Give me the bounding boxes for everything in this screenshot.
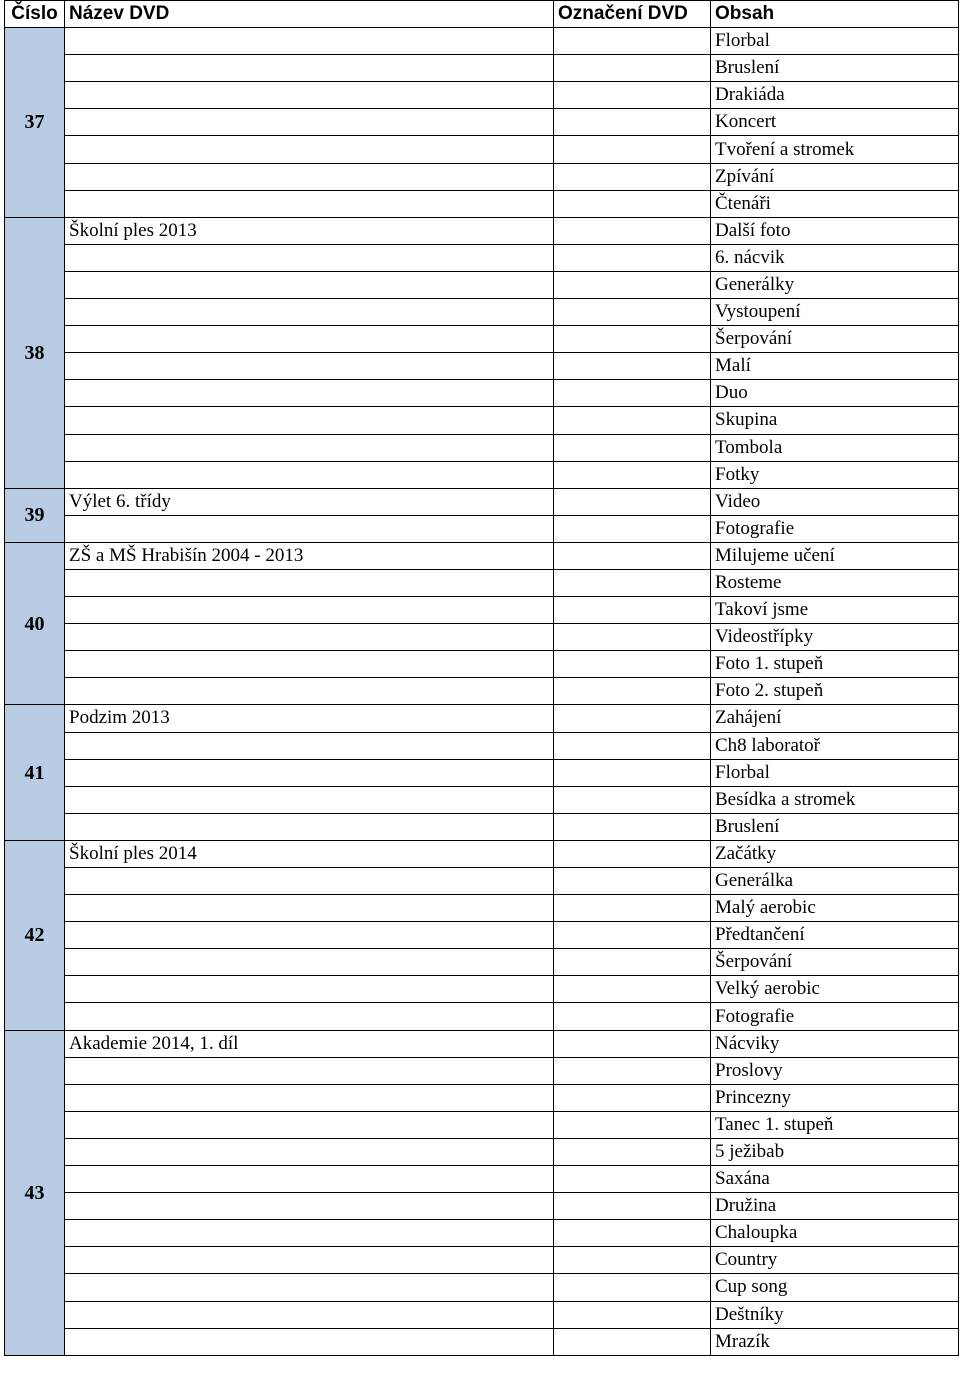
dvd-content-cell: Princezny: [711, 1084, 959, 1111]
dvd-name-cell: [65, 28, 554, 55]
dvd-content-cell: Deštníky: [711, 1301, 959, 1328]
dvd-label-cell: [554, 1003, 711, 1030]
dvd-label-cell: [554, 976, 711, 1003]
table-row: [5, 136, 959, 163]
dvd-name-cell: [65, 299, 554, 326]
dvd-content-cell: Chaloupka: [711, 1220, 959, 1247]
dvd-number-cell: 43: [5, 1030, 65, 1355]
dvd-name-cell: ZŠ a MŠ Hrabišín 2004 - 2013: [65, 542, 554, 569]
table-row: [5, 1003, 959, 1030]
dvd-content-cell: Bruslení: [711, 55, 959, 82]
dvd-content-cell: 5 ježibab: [711, 1138, 959, 1165]
dvd-label-cell: [554, 244, 711, 271]
table-row: [5, 488, 959, 515]
dvd-label-cell: [554, 840, 711, 867]
dvd-label-cell: [554, 136, 711, 163]
dvd-label-cell: [554, 922, 711, 949]
dvd-name-cell: [65, 678, 554, 705]
dvd-content-cell: Začátky: [711, 840, 959, 867]
dvd-content-cell: Malí: [711, 353, 959, 380]
dvd-content-cell: Florbal: [711, 28, 959, 55]
dvd-label-cell: [554, 353, 711, 380]
dvd-content-cell: Bruslení: [711, 813, 959, 840]
table-row: [5, 949, 959, 976]
dvd-content-cell: Fotky: [711, 461, 959, 488]
dvd-label-cell: [554, 1193, 711, 1220]
table-row: [5, 1057, 959, 1084]
dvd-label-cell: [554, 759, 711, 786]
dvd-name-cell: [65, 271, 554, 298]
dvd-content-cell: Milujeme učení: [711, 542, 959, 569]
table-row: [5, 868, 959, 895]
table-row: [5, 678, 959, 705]
table-row: [5, 515, 959, 542]
table-row: [5, 1274, 959, 1301]
table-row: [5, 299, 959, 326]
dvd-content-cell: Šerpování: [711, 326, 959, 353]
dvd-name-cell: [65, 1003, 554, 1030]
table-row: [5, 624, 959, 651]
table-row: [5, 1166, 959, 1193]
dvd-name-cell: [65, 732, 554, 759]
dvd-content-cell: Skupina: [711, 407, 959, 434]
dvd-label-cell: [554, 407, 711, 434]
table-row: [5, 786, 959, 813]
table-row: [5, 244, 959, 271]
dvd-label-cell: [554, 651, 711, 678]
dvd-content-cell: Velký aerobic: [711, 976, 959, 1003]
dvd-content-cell: 6. nácvik: [711, 244, 959, 271]
dvd-name-cell: [65, 353, 554, 380]
dvd-content-cell: Šerpování: [711, 949, 959, 976]
table-row: [5, 895, 959, 922]
dvd-name-cell: [65, 109, 554, 136]
table-row: [5, 55, 959, 82]
dvd-name-cell: [65, 1274, 554, 1301]
dvd-content-cell: Ch8 laboratoř: [711, 732, 959, 759]
table-row: [5, 597, 959, 624]
table-row: [5, 1138, 959, 1165]
dvd-label-cell: [554, 1274, 711, 1301]
dvd-label-cell: [554, 1138, 711, 1165]
dvd-content-cell: Tombola: [711, 434, 959, 461]
dvd-name-cell: [65, 759, 554, 786]
dvd-label-cell: [554, 1057, 711, 1084]
dvd-name-cell: [65, 597, 554, 624]
dvd-number-cell: 37: [5, 28, 65, 218]
dvd-label-cell: [554, 868, 711, 895]
dvd-content-cell: Zahájení: [711, 705, 959, 732]
dvd-table: [4, 0, 959, 1356]
dvd-label-cell: [554, 190, 711, 217]
dvd-content-cell: Zpívání: [711, 163, 959, 190]
dvd-content-cell: Čtenáři: [711, 190, 959, 217]
dvd-name-cell: Akademie 2014, 1. díl: [65, 1030, 554, 1057]
dvd-content-cell: Video: [711, 488, 959, 515]
dvd-number-cell: 42: [5, 840, 65, 1030]
dvd-label-cell: [554, 895, 711, 922]
dvd-label-cell: [554, 786, 711, 813]
dvd-label-cell: [554, 299, 711, 326]
header-dvd-label: Označení DVD: [554, 1, 711, 28]
dvd-label-cell: [554, 326, 711, 353]
dvd-name-cell: [65, 922, 554, 949]
dvd-number-cell: 38: [5, 217, 65, 488]
dvd-label-cell: [554, 732, 711, 759]
dvd-name-cell: [65, 895, 554, 922]
dvd-name-cell: Školní ples 2013: [65, 217, 554, 244]
dvd-name-cell: Výlet 6. třídy: [65, 488, 554, 515]
dvd-content-cell: Fotografie: [711, 515, 959, 542]
dvd-label-cell: [554, 109, 711, 136]
dvd-label-cell: [554, 597, 711, 624]
table-row: [5, 1328, 959, 1355]
dvd-label-cell: [554, 705, 711, 732]
dvd-content-cell: Duo: [711, 380, 959, 407]
table-row: [5, 1220, 959, 1247]
dvd-content-cell: Družina: [711, 1193, 959, 1220]
table-row: [5, 407, 959, 434]
dvd-content-cell: Drakiáda: [711, 82, 959, 109]
dvd-content-cell: Besídka a stromek: [711, 786, 959, 813]
dvd-label-cell: [554, 82, 711, 109]
table-row: [5, 163, 959, 190]
dvd-number-cell: 41: [5, 705, 65, 840]
dvd-name-cell: [65, 1138, 554, 1165]
table-row: [5, 28, 959, 55]
dvd-name-cell: [65, 55, 554, 82]
header-dvd-name: Název DVD: [65, 1, 554, 28]
dvd-content-cell: Předtančení: [711, 922, 959, 949]
dvd-label-cell: [554, 949, 711, 976]
dvd-name-cell: [65, 244, 554, 271]
header-row: [5, 1, 959, 28]
dvd-name-cell: [65, 868, 554, 895]
dvd-number-cell: 40: [5, 542, 65, 705]
dvd-content-cell: Fotografie: [711, 1003, 959, 1030]
dvd-name-cell: [65, 786, 554, 813]
dvd-content-cell: Další foto: [711, 217, 959, 244]
table-row: [5, 434, 959, 461]
dvd-name-cell: Podzim 2013: [65, 705, 554, 732]
dvd-label-cell: [554, 434, 711, 461]
table-row: [5, 705, 959, 732]
table-row: [5, 326, 959, 353]
table-row: [5, 82, 959, 109]
dvd-name-cell: [65, 407, 554, 434]
dvd-name-cell: [65, 949, 554, 976]
dvd-label-cell: [554, 569, 711, 596]
table-row: [5, 759, 959, 786]
dvd-name-cell: [65, 163, 554, 190]
dvd-content-cell: Proslovy: [711, 1057, 959, 1084]
table-row: [5, 840, 959, 867]
dvd-content-cell: Vystoupení: [711, 299, 959, 326]
table-row: [5, 461, 959, 488]
dvd-name-cell: Školní ples 2014: [65, 840, 554, 867]
dvd-content-cell: Saxána: [711, 1166, 959, 1193]
table-row: [5, 569, 959, 596]
dvd-label-cell: [554, 1220, 711, 1247]
dvd-name-cell: [65, 651, 554, 678]
table-row: [5, 1030, 959, 1057]
dvd-label-cell: [554, 1301, 711, 1328]
table-row: [5, 1111, 959, 1138]
table-row: [5, 813, 959, 840]
dvd-content-cell: Foto 2. stupeň: [711, 678, 959, 705]
dvd-label-cell: [554, 1247, 711, 1274]
dvd-content-cell: Koncert: [711, 109, 959, 136]
dvd-label-cell: [554, 1030, 711, 1057]
dvd-content-cell: Rosteme: [711, 569, 959, 596]
dvd-content-cell: Cup song: [711, 1274, 959, 1301]
dvd-label-cell: [554, 1084, 711, 1111]
table-row: [5, 1247, 959, 1274]
dvd-name-cell: [65, 569, 554, 596]
dvd-name-cell: [65, 190, 554, 217]
dvd-name-cell: [65, 1166, 554, 1193]
table-body: [5, 28, 959, 1356]
dvd-content-cell: Generálky: [711, 271, 959, 298]
dvd-name-cell: [65, 1247, 554, 1274]
table-row: [5, 651, 959, 678]
table-row: [5, 109, 959, 136]
dvd-name-cell: [65, 1057, 554, 1084]
dvd-content-cell: Videostřípky: [711, 624, 959, 651]
table-row: [5, 217, 959, 244]
table-row: [5, 542, 959, 569]
dvd-label-cell: [554, 678, 711, 705]
header-number: Číslo: [5, 1, 65, 28]
dvd-name-cell: [65, 326, 554, 353]
dvd-label-cell: [554, 1111, 711, 1138]
dvd-content-cell: Nácviky: [711, 1030, 959, 1057]
table-row: [5, 922, 959, 949]
dvd-content-cell: Country: [711, 1247, 959, 1274]
dvd-label-cell: [554, 1328, 711, 1355]
dvd-name-cell: [65, 1193, 554, 1220]
table-row: [5, 1193, 959, 1220]
dvd-label-cell: [554, 624, 711, 651]
dvd-name-cell: [65, 1111, 554, 1138]
table-row: [5, 190, 959, 217]
dvd-content-cell: Takoví jsme: [711, 597, 959, 624]
dvd-name-cell: [65, 1084, 554, 1111]
dvd-name-cell: [65, 82, 554, 109]
table-row: [5, 976, 959, 1003]
dvd-name-cell: [65, 136, 554, 163]
dvd-label-cell: [554, 55, 711, 82]
table-row: [5, 732, 959, 759]
dvd-content-cell: Mrazík: [711, 1328, 959, 1355]
dvd-name-cell: [65, 461, 554, 488]
dvd-name-cell: [65, 813, 554, 840]
dvd-name-cell: [65, 1301, 554, 1328]
dvd-name-cell: [65, 976, 554, 1003]
dvd-name-cell: [65, 1328, 554, 1355]
dvd-label-cell: [554, 488, 711, 515]
dvd-number-cell: 39: [5, 488, 65, 542]
dvd-name-cell: [65, 515, 554, 542]
dvd-name-cell: [65, 380, 554, 407]
dvd-label-cell: [554, 461, 711, 488]
table-row: [5, 353, 959, 380]
dvd-name-cell: [65, 624, 554, 651]
dvd-content-cell: Generálka: [711, 868, 959, 895]
table-row: [5, 271, 959, 298]
dvd-name-cell: [65, 1220, 554, 1247]
table-row: [5, 380, 959, 407]
dvd-content-cell: Tanec 1. stupeň: [711, 1111, 959, 1138]
dvd-content-cell: Tvoření a stromek: [711, 136, 959, 163]
dvd-label-cell: [554, 515, 711, 542]
dvd-label-cell: [554, 28, 711, 55]
dvd-label-cell: [554, 542, 711, 569]
header-content: Obsah: [711, 1, 959, 28]
dvd-name-cell: [65, 434, 554, 461]
dvd-content-cell: Malý aerobic: [711, 895, 959, 922]
table-row: [5, 1084, 959, 1111]
dvd-label-cell: [554, 1166, 711, 1193]
dvd-label-cell: [554, 380, 711, 407]
dvd-content-cell: Florbal: [711, 759, 959, 786]
dvd-label-cell: [554, 271, 711, 298]
table-row: [5, 1301, 959, 1328]
dvd-label-cell: [554, 163, 711, 190]
dvd-content-cell: Foto 1. stupeň: [711, 651, 959, 678]
dvd-label-cell: [554, 813, 711, 840]
dvd-label-cell: [554, 217, 711, 244]
